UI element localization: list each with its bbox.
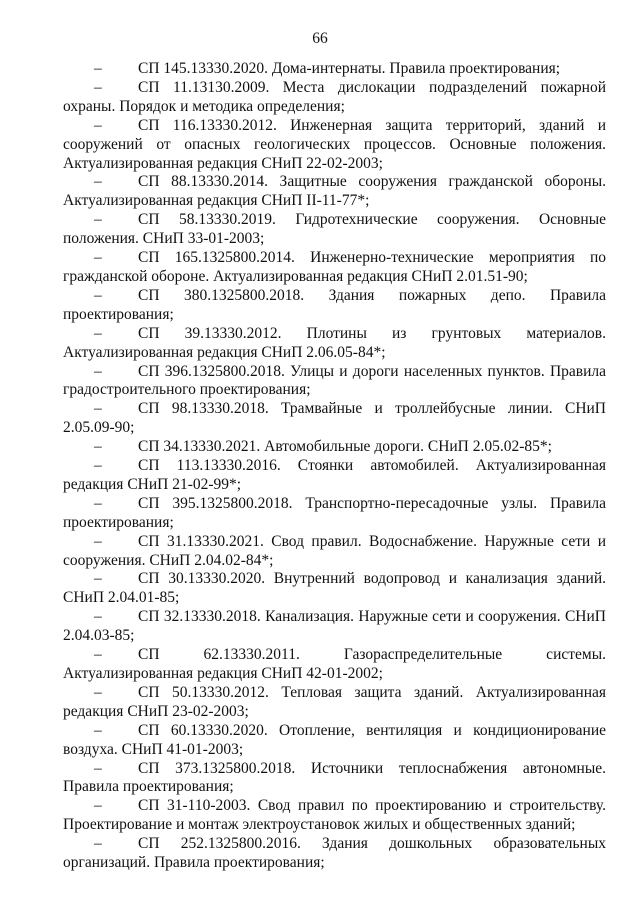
- bullet-dash: –: [94, 78, 102, 96]
- list-item: [63, 400, 606, 438]
- list-item-text: СП 98.13330.2018. Трамвайные и троллейбусные линии. СНиП 2.05.09-90;: [63, 400, 606, 437]
- list-item-text: СП 88.13330.2014. Защитные сооружения гражданской обороны. Актуализированная редакция СНиП II-11-77*;: [63, 173, 606, 210]
- bullet-dash: –: [94, 438, 102, 456]
- bullet-dash: –: [94, 211, 102, 229]
- bullet-dash: –: [94, 400, 102, 418]
- list-item: [63, 60, 606, 79]
- list-item-text: СП 60.13330.2020. Отопление, вентиляция и кондиционирование воздуха. СНиП 41-01-2003;: [63, 721, 606, 758]
- list-item-text: СП 58.13330.2019. Гидротехнические сооружения. Основные положения. СНиП 33-01-2003;: [63, 211, 606, 248]
- list-item: [63, 760, 606, 798]
- list-item-text: СП 50.13330.2012. Тепловая защита зданий. Актуализированная редакция СНиП 23-02-2003;: [63, 683, 606, 720]
- list-item: [63, 684, 606, 722]
- list-item-text: СП 116.13330.2012. Инженерная защита территорий, зданий и сооружений от опасных геологических процессов. Основные положения. Актуализированная редакция СНиП 22-02-2003;: [63, 116, 606, 172]
- list-item: [63, 438, 606, 457]
- list-item: [63, 173, 606, 211]
- list-item: [63, 608, 606, 646]
- bullet-dash: –: [94, 721, 102, 739]
- list-item: [63, 646, 606, 684]
- standards-list: [63, 60, 606, 873]
- list-item-text: СП 30.13330.2020. Внутренний водопровод и канализация зданий. СНиП 2.04.01-85;: [63, 570, 606, 607]
- list-item: [63, 287, 606, 325]
- list-item: [63, 325, 606, 363]
- list-item: [63, 797, 606, 835]
- list-item-text: СП 380.1325800.2018. Здания пожарных депо. Правила проектирования;: [63, 286, 606, 323]
- list-item-text: СП 113.13330.2016. Стоянки автомобилей. Актуализированная редакция СНиП 21-02-99*;: [63, 457, 606, 493]
- list-item: [63, 249, 606, 287]
- bullet-dash: –: [94, 646, 102, 664]
- list-item-text: СП 373.1325800.2018. Источники теплоснабжения автономные. Правила проектирования;: [63, 759, 606, 796]
- list-item-text: СП 395.1325800.2018. Транспортно-пересадочные узлы. Правила проектирования;: [63, 494, 606, 531]
- list-item-text: СП 39.13330.2012. Плотины из грунтовых материалов. Актуализированная редакция СНиП 2.06.05-84*;: [63, 324, 606, 361]
- list-item-text: СП 34.13330.2021. Автомобильные дороги. СНиП 2.05.02-85*;: [138, 438, 552, 456]
- bullet-dash: –: [94, 249, 102, 267]
- bullet-dash: –: [94, 494, 102, 512]
- bullet-dash: –: [94, 324, 102, 342]
- list-item-text: СП 396.1325800.2018. Улицы и дороги населенных пунктов. Правила градостроительного проектирования;: [63, 362, 606, 399]
- list-item-text: СП 165.1325800.2014. Инженерно-технические мероприятия по гражданской обороне. Актуализированная редакция СНиП 2.01.51-90;: [63, 249, 606, 285]
- bullet-dash: –: [94, 173, 102, 191]
- list-item: [63, 363, 606, 401]
- bullet-dash: –: [94, 286, 102, 304]
- list-item: [63, 495, 606, 533]
- page-number: 66: [312, 30, 328, 47]
- bullet-dash: –: [94, 532, 102, 550]
- bullet-dash: –: [94, 608, 102, 626]
- bullet-dash: –: [94, 570, 102, 588]
- bullet-dash: –: [94, 116, 102, 134]
- list-item: [63, 457, 606, 495]
- bullet-dash: –: [94, 797, 102, 815]
- bullet-dash: –: [94, 457, 102, 475]
- list-item-text: СП 62.13330.2011. Газораспределительные системы. Актуализированная редакция СНиП 42-01-2002;: [63, 646, 606, 682]
- list-item: [63, 211, 606, 249]
- list-item-text: СП 11.13130.2009. Места дислокации подразделений пожарной охраны. Порядок и методика определения;: [63, 78, 606, 115]
- list-item-text: СП 252.1325800.2016. Здания дошкольных образовательных организаций. Правила проектирования;: [63, 835, 606, 872]
- list-item-text: СП 32.13330.2018. Канализация. Наружные сети и сооружения. СНиП 2.04.03-85;: [63, 608, 606, 645]
- bullet-dash: –: [94, 835, 102, 853]
- list-item: [63, 835, 606, 873]
- bullet-dash: –: [94, 759, 102, 777]
- list-item-text: СП 31-110-2003. Свод правил по проектированию и строительству. Проектирование и монтаж электроустановок жилых и общественных зданий;: [63, 797, 606, 834]
- list-item: [63, 533, 606, 571]
- list-item: [63, 722, 606, 760]
- list-item-text: СП 145.13330.2020. Дома-интернаты. Правила проектирования;: [138, 60, 561, 77]
- list-item-text: СП 31.13330.2021. Свод правил. Водоснабжение. Наружные сети и сооружения. СНиП 2.04.02-84*;: [63, 532, 606, 569]
- bullet-dash: –: [94, 60, 102, 77]
- list-item: [63, 79, 606, 117]
- bullet-dash: –: [94, 683, 102, 701]
- list-item: [63, 570, 606, 608]
- list-item: [63, 117, 606, 174]
- bullet-dash: –: [94, 362, 102, 380]
